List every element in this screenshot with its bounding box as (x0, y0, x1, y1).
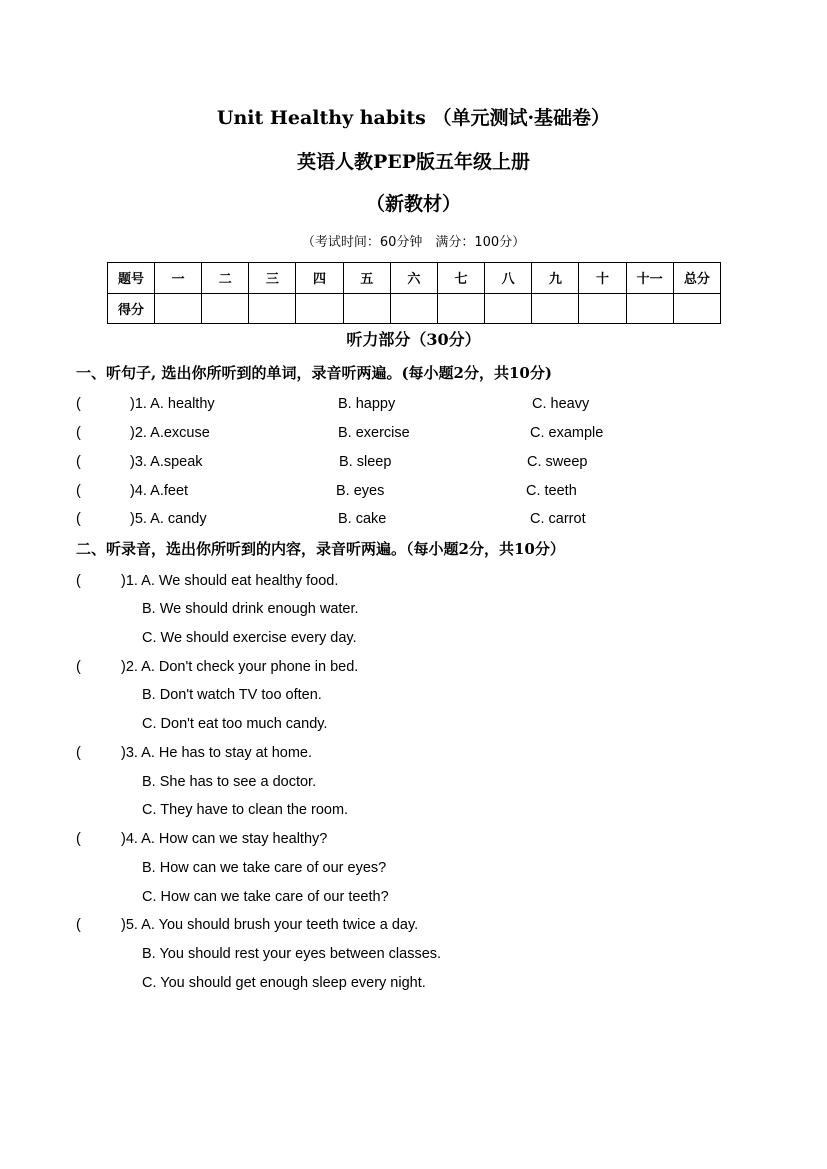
option-a: )1. A. healthy (130, 396, 215, 412)
option-c: C. How can we take care of our teeth? (142, 889, 389, 905)
option-a: )4. A.feet (130, 483, 189, 499)
option-b: B. cake (338, 511, 387, 527)
option-b: B. sleep (339, 454, 392, 470)
score-input-cell[interactable] (532, 293, 579, 324)
option-b: B. Don't watch TV too often. (142, 687, 322, 703)
score-cell: 十一 (626, 263, 673, 294)
score-input-cell[interactable] (202, 293, 249, 324)
part2-heading: 二、听录音，选出你所听到的内容，录音听两遍。（每小题2分，共10分） (76, 540, 565, 558)
score-input-cell[interactable] (437, 293, 484, 324)
option-c: C. Don't eat too much candy. (142, 716, 328, 732)
score-input-cell[interactable] (579, 293, 626, 324)
score-input-cell[interactable] (485, 293, 532, 324)
answer-paren[interactable]: ( (76, 573, 81, 589)
score-cell: 总分 (673, 263, 720, 294)
option-a: )3. A. He has to stay at home. (121, 745, 313, 761)
option-b: B. happy (338, 396, 396, 412)
option-a: )5. A. candy (130, 511, 207, 527)
option-c: C. example (530, 425, 604, 441)
answer-paren[interactable]: ( (76, 745, 81, 761)
score-input-cell[interactable] (390, 293, 437, 324)
score-table-header-row (108, 263, 721, 294)
option-b: B. She has to see a doctor. (142, 774, 317, 790)
score-cell: 三 (249, 263, 296, 294)
score-input-cell[interactable] (296, 293, 343, 324)
score-cell: 二 (202, 263, 249, 294)
score-table (107, 262, 721, 324)
answer-paren[interactable]: ( (76, 511, 81, 527)
option-b: B. exercise (338, 425, 410, 441)
score-input-cell[interactable] (343, 293, 390, 324)
option-a: )2. A. Don't check your phone in bed. (121, 659, 359, 675)
score-cell: 四 (296, 263, 343, 294)
answer-paren[interactable]: ( (76, 425, 81, 441)
option-c: C. carrot (530, 511, 586, 527)
option-b: B. How can we take care of our eyes? (142, 860, 387, 876)
answer-paren[interactable]: ( (76, 659, 81, 675)
option-c: C. sweep (527, 454, 588, 470)
answer-paren[interactable]: ( (76, 396, 81, 412)
option-c: C. heavy (532, 396, 590, 412)
score-cell: 九 (532, 263, 579, 294)
title-line-3: （新教材） (365, 193, 461, 215)
score-cell: 八 (485, 263, 532, 294)
answer-paren[interactable]: ( (76, 483, 81, 499)
score-cell: 十 (579, 263, 626, 294)
answer-paren[interactable]: ( (76, 917, 81, 933)
score-input-cell[interactable] (249, 293, 296, 324)
score-table-score-row (108, 293, 721, 324)
option-a: )1. A. We should eat healthy food. (121, 573, 339, 589)
score-cell: 六 (390, 263, 437, 294)
answer-paren[interactable]: ( (76, 831, 81, 847)
option-c: C. We should exercise every day. (142, 630, 357, 646)
option-c: C. teeth (526, 483, 577, 499)
exam-info: （考试时间：60分钟 满分：100分） (301, 235, 526, 250)
title-line-1: Unit Healthy habits （单元测试·基础卷） (216, 107, 611, 129)
option-c: C. They have to clean the room. (142, 802, 349, 818)
score-cell: 一 (155, 263, 202, 294)
option-b: B. eyes (336, 483, 385, 499)
score-cell: 题号 (108, 263, 155, 294)
title-line-2: 英语人教PEP版五年级上册 (296, 151, 531, 173)
score-input-cell[interactable] (155, 293, 202, 324)
option-a: )5. A. You should brush your teeth twice a day. (121, 917, 419, 933)
part1-heading: 一、听句子, 选出你所听到的单词，录音听两遍。(每小题2分，共10分) (76, 364, 552, 382)
score-row-label: 得分 (108, 293, 155, 324)
score-cell: 五 (343, 263, 390, 294)
option-a: )4. A. How can we stay healthy? (121, 831, 328, 847)
option-a: )2. A.excuse (130, 425, 210, 441)
score-cell: 七 (437, 263, 484, 294)
option-b: B. You should rest your eyes between classes. (142, 946, 442, 962)
section-title: 听力部分（30分） (346, 330, 481, 349)
option-a: )3. A.speak (130, 454, 203, 470)
answer-paren[interactable]: ( (76, 454, 81, 470)
option-b: B. We should drink enough water. (142, 601, 359, 617)
score-input-cell[interactable] (673, 293, 720, 324)
option-c: C. You should get enough sleep every night. (142, 975, 426, 991)
score-input-cell[interactable] (626, 293, 673, 324)
